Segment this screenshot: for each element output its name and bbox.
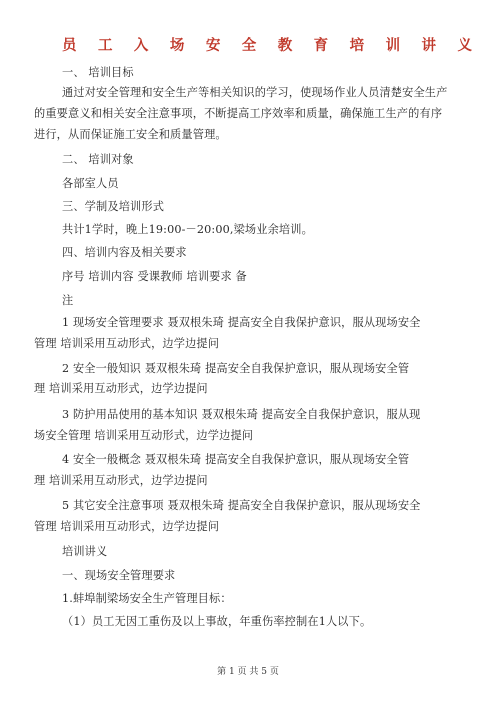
section-heading: 二、 培训对象 [62,153,134,166]
paragraph-line: 共计1学时，晚上19:00-－20:00,梁场业余培训。 [62,223,313,236]
table-row-line: 管理 培训采用互动形式，边学边提问 [34,337,220,350]
page-footer: 第 1 页 共 5 页 [217,667,279,677]
table-row-line: 场安全管理 培训采用互动形式，边学边提问 [34,429,254,442]
table-row-line: 2 安全一般知识 聂双根朱琦 提高安全自我保护意识，服从现场安全管 [62,362,410,375]
section-heading: 一、 培训目标 [62,66,134,79]
title-char: 训 [385,37,401,54]
title-char: 育 [313,37,329,54]
paragraph-line: 1.蚌埠制梁场安全生产管理目标： [62,592,232,605]
title-char: 全 [241,37,257,54]
table-row-line: 4 安全一般概念 聂双根朱琦 提高安全自我保护意识，服从现场安全管 [62,453,410,466]
title-char: 场 [169,37,185,54]
title-char: 入 [133,37,149,54]
title-char: 工 [97,37,113,54]
table-header-line: 注 [62,294,74,307]
table-row-line: 理 培训采用互动形式，边学边提问 [34,382,208,395]
table-row-line: 管理 培训采用互动形式，边学边提问 [34,520,220,533]
section-heading: 三、学制及培训形式 [62,200,165,213]
table-row-line: 5 其它安全注意事项 聂双根朱琦 提高安全自我保护意识，服从现场安全 [62,499,421,512]
title-char: 讲 [421,37,437,54]
table-header-line: 序号 培训内容 受课教师 培训要求 备 [62,270,247,283]
table-row-line: 3 防护用品使用的基本知识 聂双根朱琦 提高安全自我保护意识，服从现 [62,408,421,421]
paragraph-line: （1）员工无因工重伤及以上事故，年重伤率控制在1人以下。 [62,615,372,628]
table-row-line: 1 现场安全管理要求 聂双根朱琦 提高安全自我保护意识，服从现场安全 [62,316,421,329]
title-char: 教 [277,37,293,54]
paragraph-line: 通过对安全管理和安全生产等相关知识的学习，使现场作业人员清楚安全生产 [62,86,448,99]
title-char: 安 [205,37,221,54]
section-heading: 四、培训内容及相关要求 [62,246,187,259]
title-char: 义 [457,37,472,54]
section-heading: 一、现场安全管理要求 [62,569,176,582]
section-heading: 培训讲义 [62,545,108,558]
document-title [62,34,472,55]
table-row-line: 理 培训采用互动形式，边学边提问 [34,474,208,487]
title-char: 培 [349,37,365,54]
title-char: 员 [62,37,77,54]
paragraph-line: 的重要意义和相关安全注意事项，不断提高工序效率和质量，确保施工生产的有序 [34,107,443,120]
paragraph-line: 进行，从而保证施工安全和质量管理。 [34,128,227,141]
paragraph-line: 各部室人员 [62,177,119,190]
